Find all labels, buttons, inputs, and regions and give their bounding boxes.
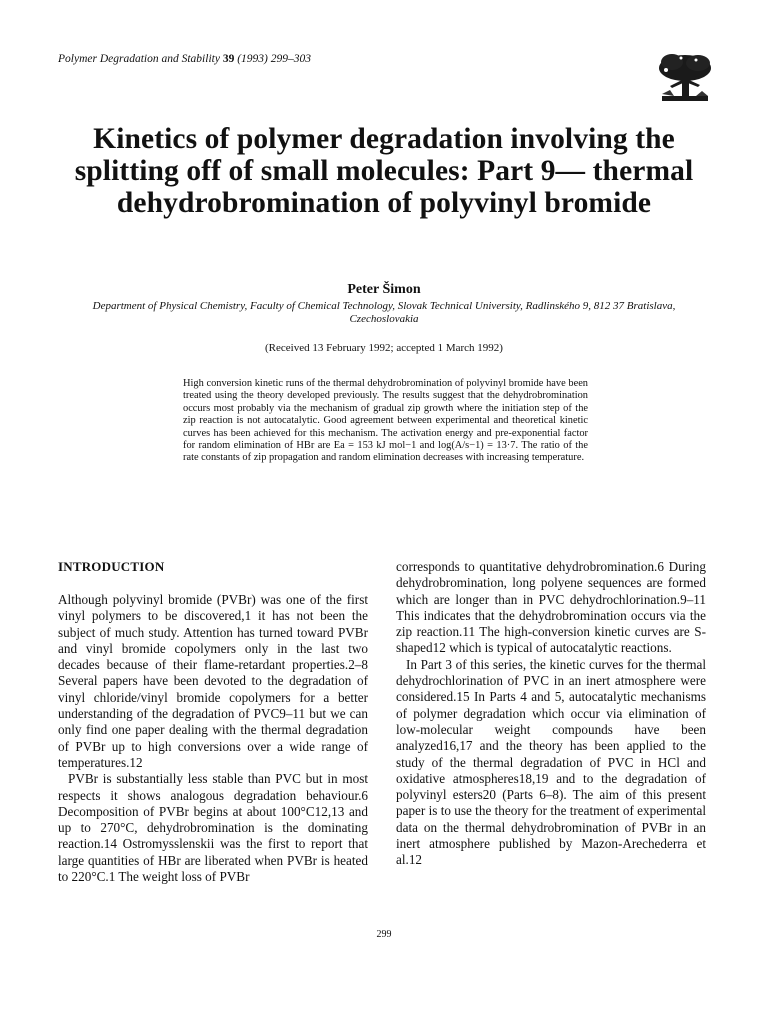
page-number: 299 xyxy=(376,929,392,940)
paragraph: Although polyvinyl bromide (PVBr) was one of the first vinyl polymers to be discovered,1 it has not been the subject of much study. Attention has turned toward PVBr and vinyl bromide copolymers only in the last two decades because of their flame-retardant properties.2–8 Several papers have been devoted to the degradation of vinyl chloride/vinyl bromide copolymers for a better understanding of the degradation of PVC9–11 but we can only find one paper dealing with the thermal degradation of PVBr up to high conversions over a wide range of temperatures.12 xyxy=(58,592,368,770)
author-name: Peter Šimon xyxy=(347,282,421,297)
journal-volume: 39 xyxy=(222,53,235,65)
body-column-left xyxy=(58,592,368,885)
author-affiliation: Department of Physical Chemistry, Faculty of Chemical Technology, Slovak Technical University, Radlinského 9, 812 37 Bratislava, Czechoslovakia xyxy=(92,300,676,325)
tree-icon xyxy=(656,50,714,104)
body-column-right xyxy=(396,559,706,869)
paragraph: In Part 3 of this series, the kinetic curves for the thermal dehydrochlorination of PVC in an inert atmosphere were considered.15 In Parts 4 and 5, autocatalytic mechanisms of polymer degradation which occur via elimination of low-molecular weight compounds have been analyzed16,17 and the theory has been applied to the study of the thermal degradation of PVC in HCl and oxidative atmospheres18,19 and to the degradation of polyvinyl esters20 (Parts 6–8). The aim of this present paper is to use the theory for the treatment of experimental data on the thermal dehydrobromination of PVBr in an inert atmosphere published by Mazon-Arechederra et al.12 xyxy=(396,656,706,868)
journal-year-pages: (1993) 299–303 xyxy=(237,53,311,65)
paragraph: corresponds to quantitative dehydrobromination.6 During dehydrobromination, long polyene sequences are formed which are longer than in PVC dehydrochlorination.9–11 This indicates that the dehydrobromination occurs via the zip reaction.11 The high-conversion kinetic curves are S-shaped12 which is typical of autocatalytic reactions. xyxy=(396,559,706,656)
received-dates: (Received 13 February 1992; accepted 1 March 1992) xyxy=(265,342,503,354)
paper-title: Kinetics of polymer degradation involving the splitting off of small molecules: Part 9— thermal dehydrobromination of polyvinyl bromide xyxy=(74,123,694,219)
abstract: High conversion kinetic runs of the thermal dehydrobromination of polyvinyl bromide have been treated using the theory developed previously. The results suggest that the dehydrobromination occurs most probably via the mechanism of gradual zip growth where the initiation step of the zip reaction is not autocatalytic. Good agreement between experimental and theoretical kinetic curves has been achieved for this mechanism. The activation energy and pre-exponential factor for random elimination of HBr are Ea = 153 kJ mol−1 and log(A/s−1) = 13·7. The ratio of the rate constants of zip propagation and random elimination decreases with increasing temperature. xyxy=(183,378,588,464)
section-heading: INTRODUCTION xyxy=(58,559,165,574)
journal-citation xyxy=(58,52,311,66)
paragraph: PVBr is substantially less stable than PVC but in most respects it shows analogous degradation behaviour.6 Decomposition of PVBr begins at about 100°C12,13 and up to 270°C, dehydrobromination is the dominating reaction.14 Ostromysslenskii was the first to report that large quantities of HBr are liberated when PVBr is heated to 220°C.1 The weight loss of PVBr xyxy=(58,771,368,885)
journal-name: Polymer Degradation and Stability xyxy=(58,53,220,65)
